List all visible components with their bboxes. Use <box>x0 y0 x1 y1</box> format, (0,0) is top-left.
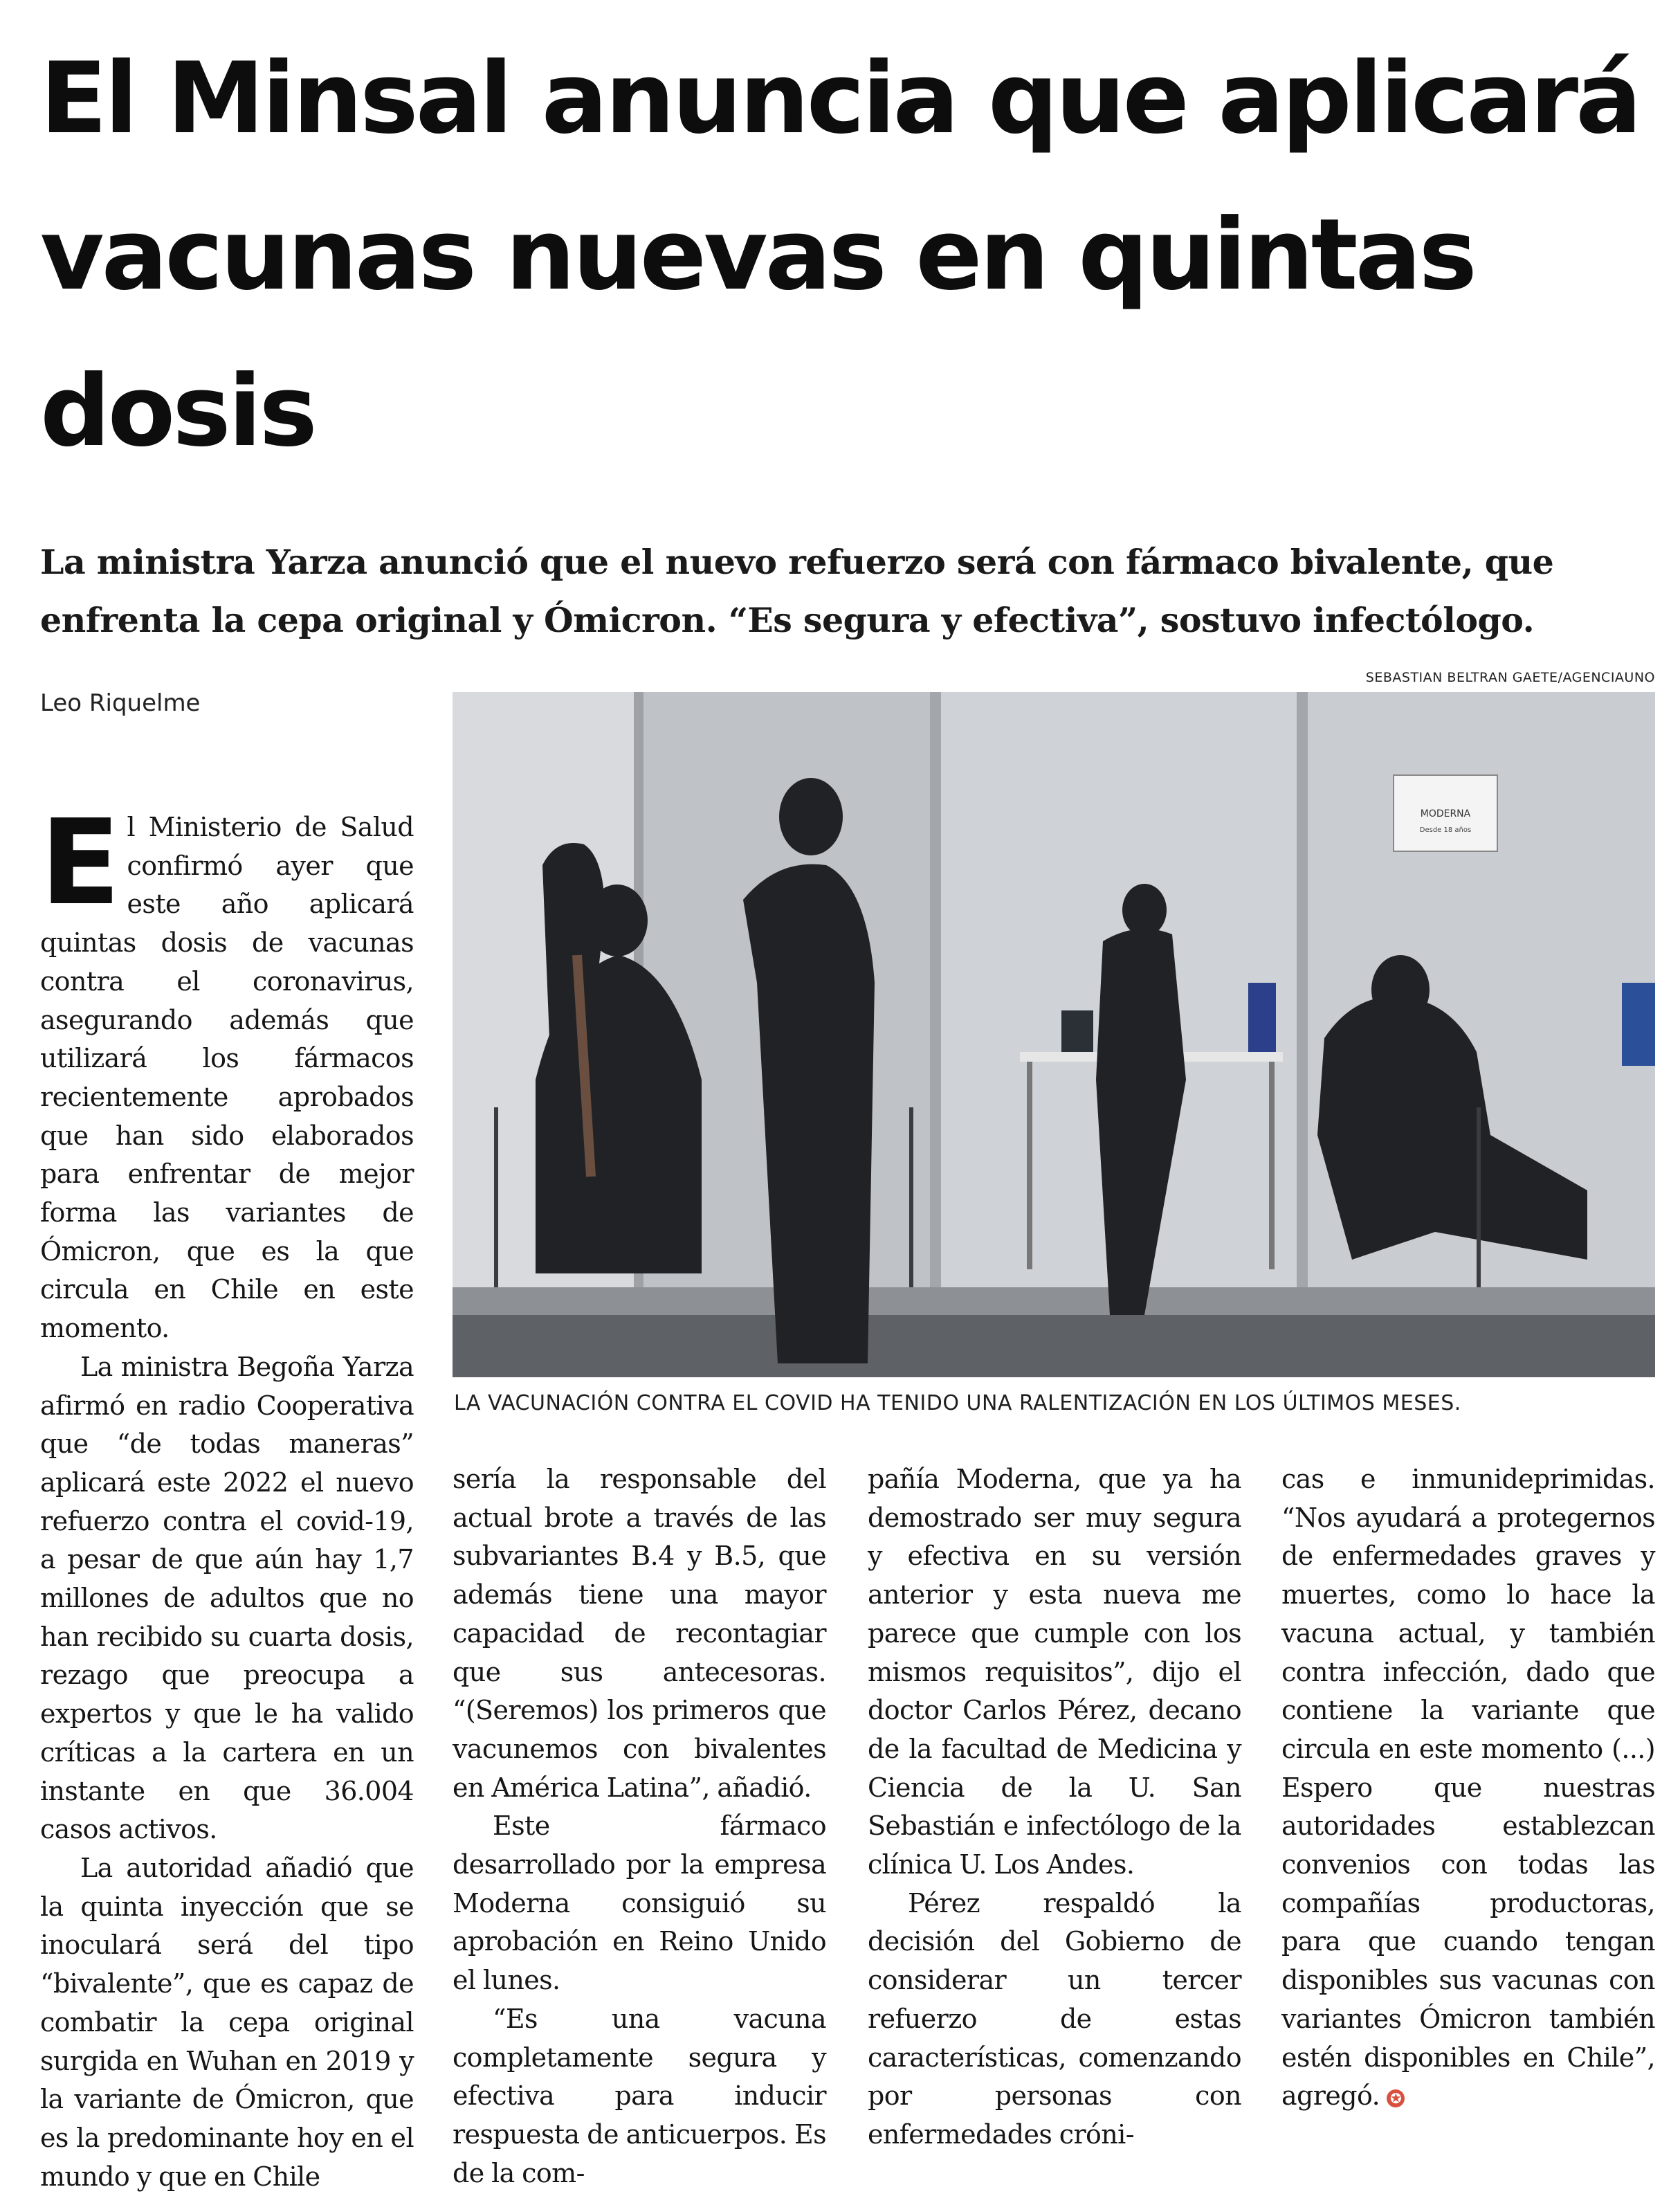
paragraph: La ministra Begoña Yarza afirmó en radio Cooperativa que “de todas maneras” aplicará este 2022 el nuevo refuerzo contra el covid-19, a pesar de que aún hay 1,7 millones de adultos que no han recibido su cuarta dosis, rezago que preocupa a expertos y que le ha valido críticas a la cartera en un instante en que 36.004 casos activos. <box>40 1351 414 1845</box>
moderna-sign <box>1394 775 1497 851</box>
paragraph: Pérez respaldó la decisión del Gobierno de considerar un tercer refuerzo de estas características, comenzando por personas con enfermedades cróni- <box>868 1887 1241 2150</box>
paragraph: sería la responsable del actual brote a través de las subvariantes B.4 y B.5, que además tiene una mayor capacidad de recontagiar que sus antecesoras. “(Seremos) los primeros que vacunemos con bivalentes en América Latina”, añadió. <box>453 1464 826 1803</box>
paragraph: La autoridad añadió que la quinta inyección que se inoculará será del tipo “bivalente”, que es capaz de combatir la cepa original surgida en Wuhan en 2019 y la variante de Ómicron, que es la predominante hoy en el mundo y que en Chile <box>40 1852 414 2192</box>
paragraph: “Es una vacuna completamente segura y efectiva para inducir respuesta de anticuerpos. Es de la com- <box>453 2003 826 2188</box>
drop-cap: E <box>40 795 120 932</box>
paragraph: Este fármaco desarrollado por la empresa Moderna consiguió su aprobación en Reino Unido el lunes. <box>453 1811 826 1996</box>
byline: Leo Riquelme <box>40 689 201 717</box>
news-photo <box>453 692 1655 1377</box>
end-of-article-icon: ✪ <box>1387 2089 1405 2107</box>
svg-text:Desde 18 años: Desde 18 años <box>1419 826 1472 834</box>
article-column-3 <box>868 1460 1241 2154</box>
paragraph <box>1281 1460 1655 2116</box>
photo-credit: SEBASTIAN BELTRAN GAETE/AGENCIAUNO <box>1365 670 1655 685</box>
paragraph-text: cas e inmunideprimidas. “Nos ayudará a protegernos de enfermedades graves y muertes, como lo hace la vacuna actual, y también contra infección, dado que contiene la variante que circula en este momento (...) Espero que nuestras autoridades establezcan convenios con todas las compañías productoras, para que cuando tengan disponibles sus vacunas con variantes Ómicron también estén disponibles en Chile”, agregó. <box>1281 1464 1655 2112</box>
deck-subtitle: La ministra Yarza anunció que el nuevo refuerzo será con fármaco bivalente, que enfrenta la cepa original y Ómicron. “Es segura y efectiva”, sostuvo infectólogo. <box>40 542 1554 640</box>
vaccination-scene-illustration <box>453 692 1655 1377</box>
article-column-1 <box>40 795 414 2196</box>
photo-caption: LA VACUNACIÓN CONTRA EL COVID HA TENIDO UNA RALENTIZACIÓN EN LOS ÚLTIMOS MESES. <box>454 1391 1461 1415</box>
paragraph: l Ministerio de Salud confirmó ayer que este año aplicará quintas dosis de vacunas contra el coronavirus, asegurando además que utilizará los fármacos recientemente aprobados que han sido elaborados para enfrentar de mejor forma las variantes de Ómicron, que es la que circula en Chile en este momento. <box>40 812 414 1344</box>
paragraph: pañía Moderna, que ya ha demostrado ser muy segura y efectiva en su versión anterior y esta nueva me parece que cumple con los mismos requisitos”, dijo el doctor Carlos Pérez, decano de la facultad de Medicina y Ciencia de la U. San Sebastián e infectólogo de la clínica U. Los Andes. <box>868 1464 1241 1880</box>
article-column-4 <box>1281 1460 1655 2116</box>
svg-text:MODERNA: MODERNA <box>1420 808 1471 819</box>
article-column-2 <box>453 1460 826 2193</box>
headline: El Minsal anuncia que aplicará vacunas nuevas en quintas dosis <box>40 42 1639 469</box>
